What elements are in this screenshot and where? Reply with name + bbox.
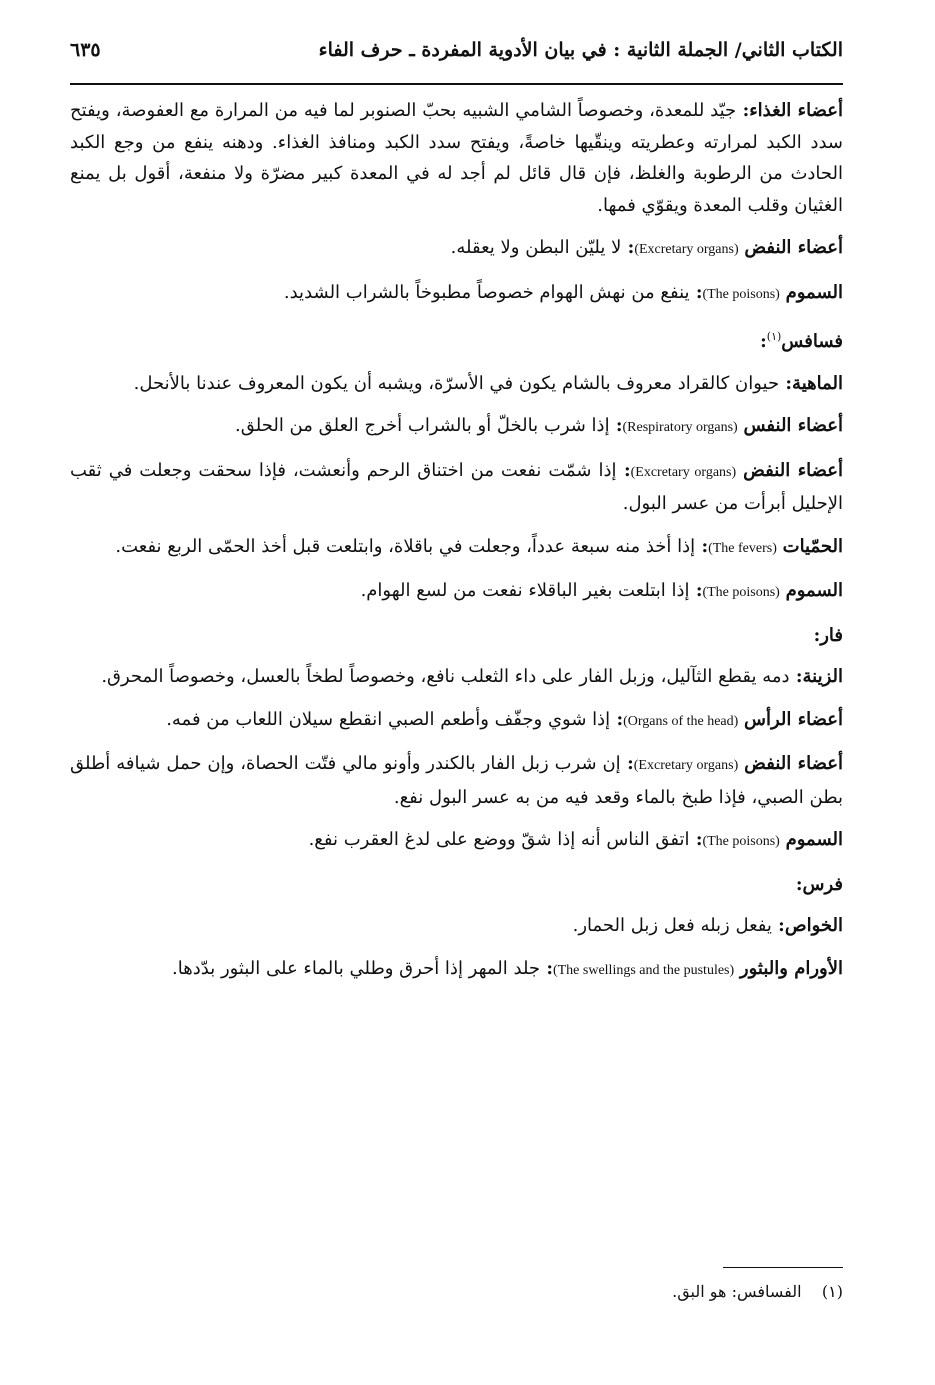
entry-paragraph — [70, 748, 843, 813]
entry-paragraph — [70, 824, 843, 858]
entry-paragraph — [70, 531, 843, 565]
header-title: الكتاب الثاني/ الجملة الثانية : في بيان الأدوية المفردة ـ حرف الفاء — [318, 39, 843, 61]
english-gloss: (Excretary organs) — [633, 758, 739, 773]
entry-paragraph — [70, 661, 843, 693]
entry-term: السموم — [785, 281, 843, 303]
entry-text: حيوان كالقراد معروف بالشام يكون في الأسرّة، ويشبه أن يكون المعروف عندنا بالأنحل. — [133, 372, 780, 394]
entry-term: فسافس — [781, 331, 843, 352]
entry-paragraph — [70, 368, 843, 400]
entry-text: جلد المهر إذا أحرق وطلي بالماء على البثور بدّدها. — [172, 957, 541, 979]
english-gloss: (The poisons) — [702, 286, 780, 302]
entry-paragraph — [70, 575, 843, 609]
entry-separator: : — [540, 957, 553, 979]
entry-term: أعضاء النفض — [744, 237, 843, 258]
entry-separator: : — [689, 281, 703, 303]
page-number: ٦٣٥ — [70, 39, 101, 61]
english-gloss: (The poisons) — [702, 834, 780, 849]
entry-separator: : — [771, 915, 785, 936]
entry-separator: : — [689, 829, 703, 850]
entry-paragraph — [70, 95, 843, 221]
entry-separator: : — [789, 666, 803, 687]
header-rule — [70, 83, 843, 85]
english-gloss: (The poisons) — [702, 585, 780, 600]
footnote-text: الفسافس: هو البق. — [672, 1282, 802, 1301]
entry-separator: : — [760, 331, 767, 352]
section-heading — [70, 620, 843, 652]
english-gloss: (Excretary organs) — [634, 242, 739, 257]
entry-separator: : — [779, 372, 793, 394]
entry-term: أعضاء النفض — [744, 753, 843, 774]
entry-term: الأورام والبثور — [739, 957, 843, 979]
entry-text: إذا شرب بالخلّ أو بالشراب أخرج العلق من الحلق. — [235, 415, 610, 436]
entry-separator: : — [620, 753, 634, 774]
entry-term: السموم — [785, 829, 843, 850]
entry-paragraph — [70, 704, 843, 738]
entry-text: إذا ابتلعت بغير الباقلاء نفعت من لسع الهوام. — [360, 580, 690, 601]
english-gloss: (Organs of the head) — [623, 713, 739, 729]
footnote-rule — [723, 1267, 843, 1268]
entry-term: الخواص — [784, 915, 843, 936]
entry-text: إذا أخذ منه سبعة عدداً، وجعلت في باقلاة، وابتلعت قبل أخذ الحمّى الربع نفعت. — [115, 535, 696, 557]
english-gloss: (Respiratory organs) — [622, 420, 738, 435]
document-body — [70, 95, 843, 997]
entry-paragraph — [70, 410, 843, 444]
entry-term: أعضاء النفس — [743, 415, 843, 436]
entry-separator: : — [795, 873, 803, 895]
section-heading — [70, 321, 843, 358]
entry-text: اتفق الناس أنه إذا شقّ ووضع على لدغ العقرب نفع. — [308, 829, 690, 850]
english-gloss: (The swellings and the pustules) — [552, 962, 735, 978]
footnote — [70, 1279, 843, 1305]
footnote-marker: (١) — [766, 330, 782, 343]
entry-separator: : — [616, 459, 631, 481]
footnote-number: (١) — [821, 1282, 843, 1301]
entry-text: إن شرب زبل الفار بالكندر وأونو مالي فتّت الحصاة، وإن حمل شيافه أطلق بطن الصبي، فإذا طبخ بالماء وقعد فيه من به عسر البول نفع. — [70, 753, 843, 808]
entry-term: الماهية — [792, 372, 843, 394]
entry-separator: : — [695, 535, 709, 557]
entry-term: الزينة — [802, 666, 843, 687]
entry-paragraph — [70, 910, 843, 942]
entry-separator: : — [813, 624, 821, 646]
entry-separator: : — [689, 580, 703, 601]
entry-text: يفعل زبله فعل زبل الحمار. — [572, 915, 772, 936]
entry-separator: : — [609, 415, 623, 436]
entry-term: فرس — [802, 873, 843, 895]
entry-text: إذا شوي وجفّف وأطعم الصبي انقطع سيلان اللعاب من فمه. — [166, 708, 611, 730]
entry-paragraph — [70, 953, 843, 987]
entry-text: إذا شمّت نفعت من اختناق الرحم وأنعشت، فإذا سحقت وجعلت في ثقب الإحليل أبرأت من عسر البول. — [70, 459, 843, 514]
entry-paragraph — [70, 232, 843, 266]
entry-text: دمه يقطع الثآليل، وزبل الفار على داء الثعلب نافع، وخصوصاً لطخاً بالعسل، وخصوصاً المحرق. — [101, 666, 790, 687]
entry-term: فار — [820, 624, 843, 646]
entry-text: جيّد للمعدة، وخصوصاً الشامي الشبيه بحبّ الصنوبر لما فيه من المرارة مع العفوصة، ويفتح سدد الكبد لمرارته وعطريته وينقّيها خاصةً، ويفتح سدد الكبد ومنافذ الغذاء. ودهنه ينفع من وجع الكبد الحادث من الرطوبة والغلظ، فإن قال قائل لم أجد له في المعدة كبير مضرّة ولا منفعة، أقول بل يمنع الغثيان وقلب المعدة ويقوّي فمها. — [70, 100, 843, 216]
entry-term: السموم — [785, 580, 843, 601]
entry-text: لا يليّن البطن ولا يعقله. — [450, 237, 622, 258]
entry-separator: : — [610, 708, 624, 730]
entry-paragraph — [70, 455, 843, 520]
entry-separator: : — [621, 237, 635, 258]
running-header — [70, 30, 843, 70]
entry-paragraph — [70, 277, 843, 311]
entry-separator: : — [736, 100, 750, 121]
section-heading — [70, 869, 843, 901]
entry-term: أعضاء الرأس — [744, 708, 843, 730]
english-gloss: (Excretary organs) — [630, 464, 737, 480]
english-gloss: (The fevers) — [708, 540, 777, 556]
entry-term: أعضاء الغذاء — [749, 100, 843, 121]
entry-term: الحمّيات — [782, 535, 843, 557]
entry-term: أعضاء النفض — [743, 459, 843, 481]
entry-text: ينفع من نهش الهوام خصوصاً مطبوخاً بالشراب الشديد. — [283, 281, 690, 303]
